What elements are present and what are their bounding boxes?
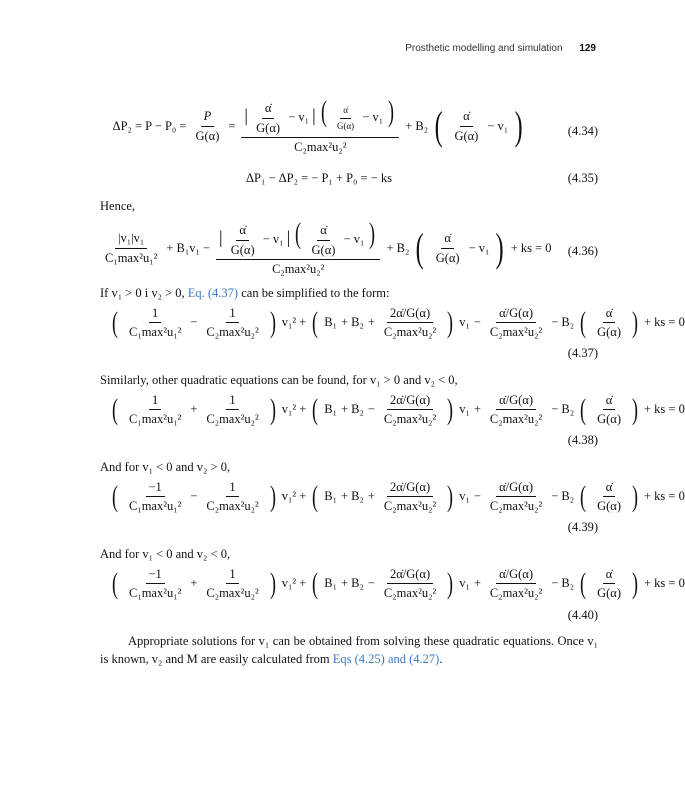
eq437-number-row [100,346,598,364]
eqs-4-25-4-27-link[interactable]: Eqs (4.25) and (4.27) [332,652,440,667]
eq434-frac-main: | $\frac{\alphȧ}{G(\alpha)}$ − v₁ | ( $\frac{\alphȧ}{G(\alpha)}$ − v₁ ) C₂max²u₂² [241,98,399,154]
running-header [405,43,596,54]
eq439-number-row [100,520,598,538]
eq434-number: (4.34) [567,124,598,138]
eq440-number-row [100,608,598,626]
equation-4-36: $\frac{\text{|v₁|v₁}}{\text{C₁max²u₁²}}$ + B₁v₁ − | $\frac{\alphȧ}{G(\alpha)}$ − v₁ | ( $\frac{\alphȧ}{G(\alpha)}$ − v₁ ) C₂max²u₂² + B₂ ( $\frac{\alphȧ}{G(\alpha)}$ − v₁ ) + ks = 0 (4.36) [105,217,598,276]
eq437-number: (4.37) [567,346,598,360]
eq439-number: (4.39) [567,520,598,534]
eq438-number: (4.38) [567,433,598,447]
eq440-number: (4.40) [567,608,598,622]
final-paragraph: Appropriate solutions for v₁ can be obtained from solving these quadratic equations. Once v₁ is known, v₂ and M are easily calculated from Eqs (4.25) and (4.27). [100,634,598,667]
and-for-text-1: And for v₁ < 0 and v₂ > 0, [100,460,231,474]
similarly-text: Similarly, other quadratic equations can be found, for v₁ > 0 and v₂ < 0, [100,373,458,387]
if-condition-text: If v₁ > 0 i v₂ > 0, Eq. (4.37) can be simplified to the form: [100,286,390,300]
running-title: Prosthetic modelling and simulation [405,43,563,54]
eq434-frac-p: $\frac{P}{G(\alpha)}$ [195,109,220,143]
equation-4-38: ( $\frac{1}{\text{C₁max²u₁²}}$ + $\frac{1}{\text{C₂max²u₂²}}$ ) v₁² + ( B₁ + B₂ − $\frac{2\alphȧ/G(\alpha)}{\text{C₂max²u₂²}}$ ) v₁ + $\frac{\alphȧ/G(\alpha)}{\text{C₂max²u₂²}}$ − B₂ ( $\frac{\alphȧ}{G(\alpha)}$ ) + ks = 0 [112,393,685,427]
eq-4-37-link[interactable]: Eq. (4.37) [187,286,239,300]
eq436-number: (4.36) [567,244,598,258]
eq435-number: (4.35) [567,171,598,185]
eq434-lhs: ΔP₂ = P − P₀ = [112,118,187,133]
eq438-number-row [100,433,598,451]
page-number: 129 [579,43,596,54]
hence-text: Hence, [100,199,136,213]
equation-4-34: ΔP₂ = P − P₀ = $\frac{P}{G(\alpha)}$ = | $\frac{\alphȧ}{G(\alpha)}$ − v₁ | ( $\frac{\alphȧ}{G(\alpha)}$ − v₁ ) C₂max²u₂² + B₂ ( $\frac{\alphȧ}{G(\alpha)}$ − v₁ ) (4.34) [112,95,598,154]
equation-4-37: ( $\frac{1}{\text{C₁max²u₁²}}$ − $\frac{1}{\text{C₂max²u₂²}}$ ) v₁² + ( B₁ + B₂ + $\frac{2\alphȧ/G(\alpha)}{\text{C₂max²u₂²}}$ ) v₁ − $\frac{\alphȧ/G(\alpha)}{\text{C₂max²u₂²}}$ − B₂ ( $\frac{\alphȧ}{G(\alpha)}$ ) + ks = 0 [112,306,685,340]
equation-4-40: ( $\frac{-1}{\text{C₁max²u₁²}}$ + $\frac{1}{\text{C₂max²u₂²}}$ ) v₁² + ( B₁ + B₂ − $\frac{2\alphȧ/G(\alpha)}{\text{C₂max²u₂²}}$ ) v₁ + $\frac{\alphȧ/G(\alpha)}{\text{C₂max²u₂²}}$ − B₂ ( $\frac{\alphȧ}{G(\alpha)}$ ) + ks = 0 [112,567,685,601]
equation-4-35: ΔP₁ − ΔP₂ = − P₁ + P₀ = − ks (4.35) [246,171,598,185]
equation-4-39: ( $\frac{-1}{\text{C₁max²u₁²}}$ − $\frac{1}{\text{C₂max²u₂²}}$ ) v₁² + ( B₁ + B₂ + $\frac{2\alphȧ/G(\alpha)}{\text{C₂max²u₂²}}$ ) v₁ − $\frac{\alphȧ/G(\alpha)}{\text{C₂max²u₂²}}$ − B₂ ( $\frac{\alphȧ}{G(\alpha)}$ ) + ks = 0 [112,480,685,514]
and-for-text-2: And for v₁ < 0 and v₂ < 0, [100,547,231,561]
